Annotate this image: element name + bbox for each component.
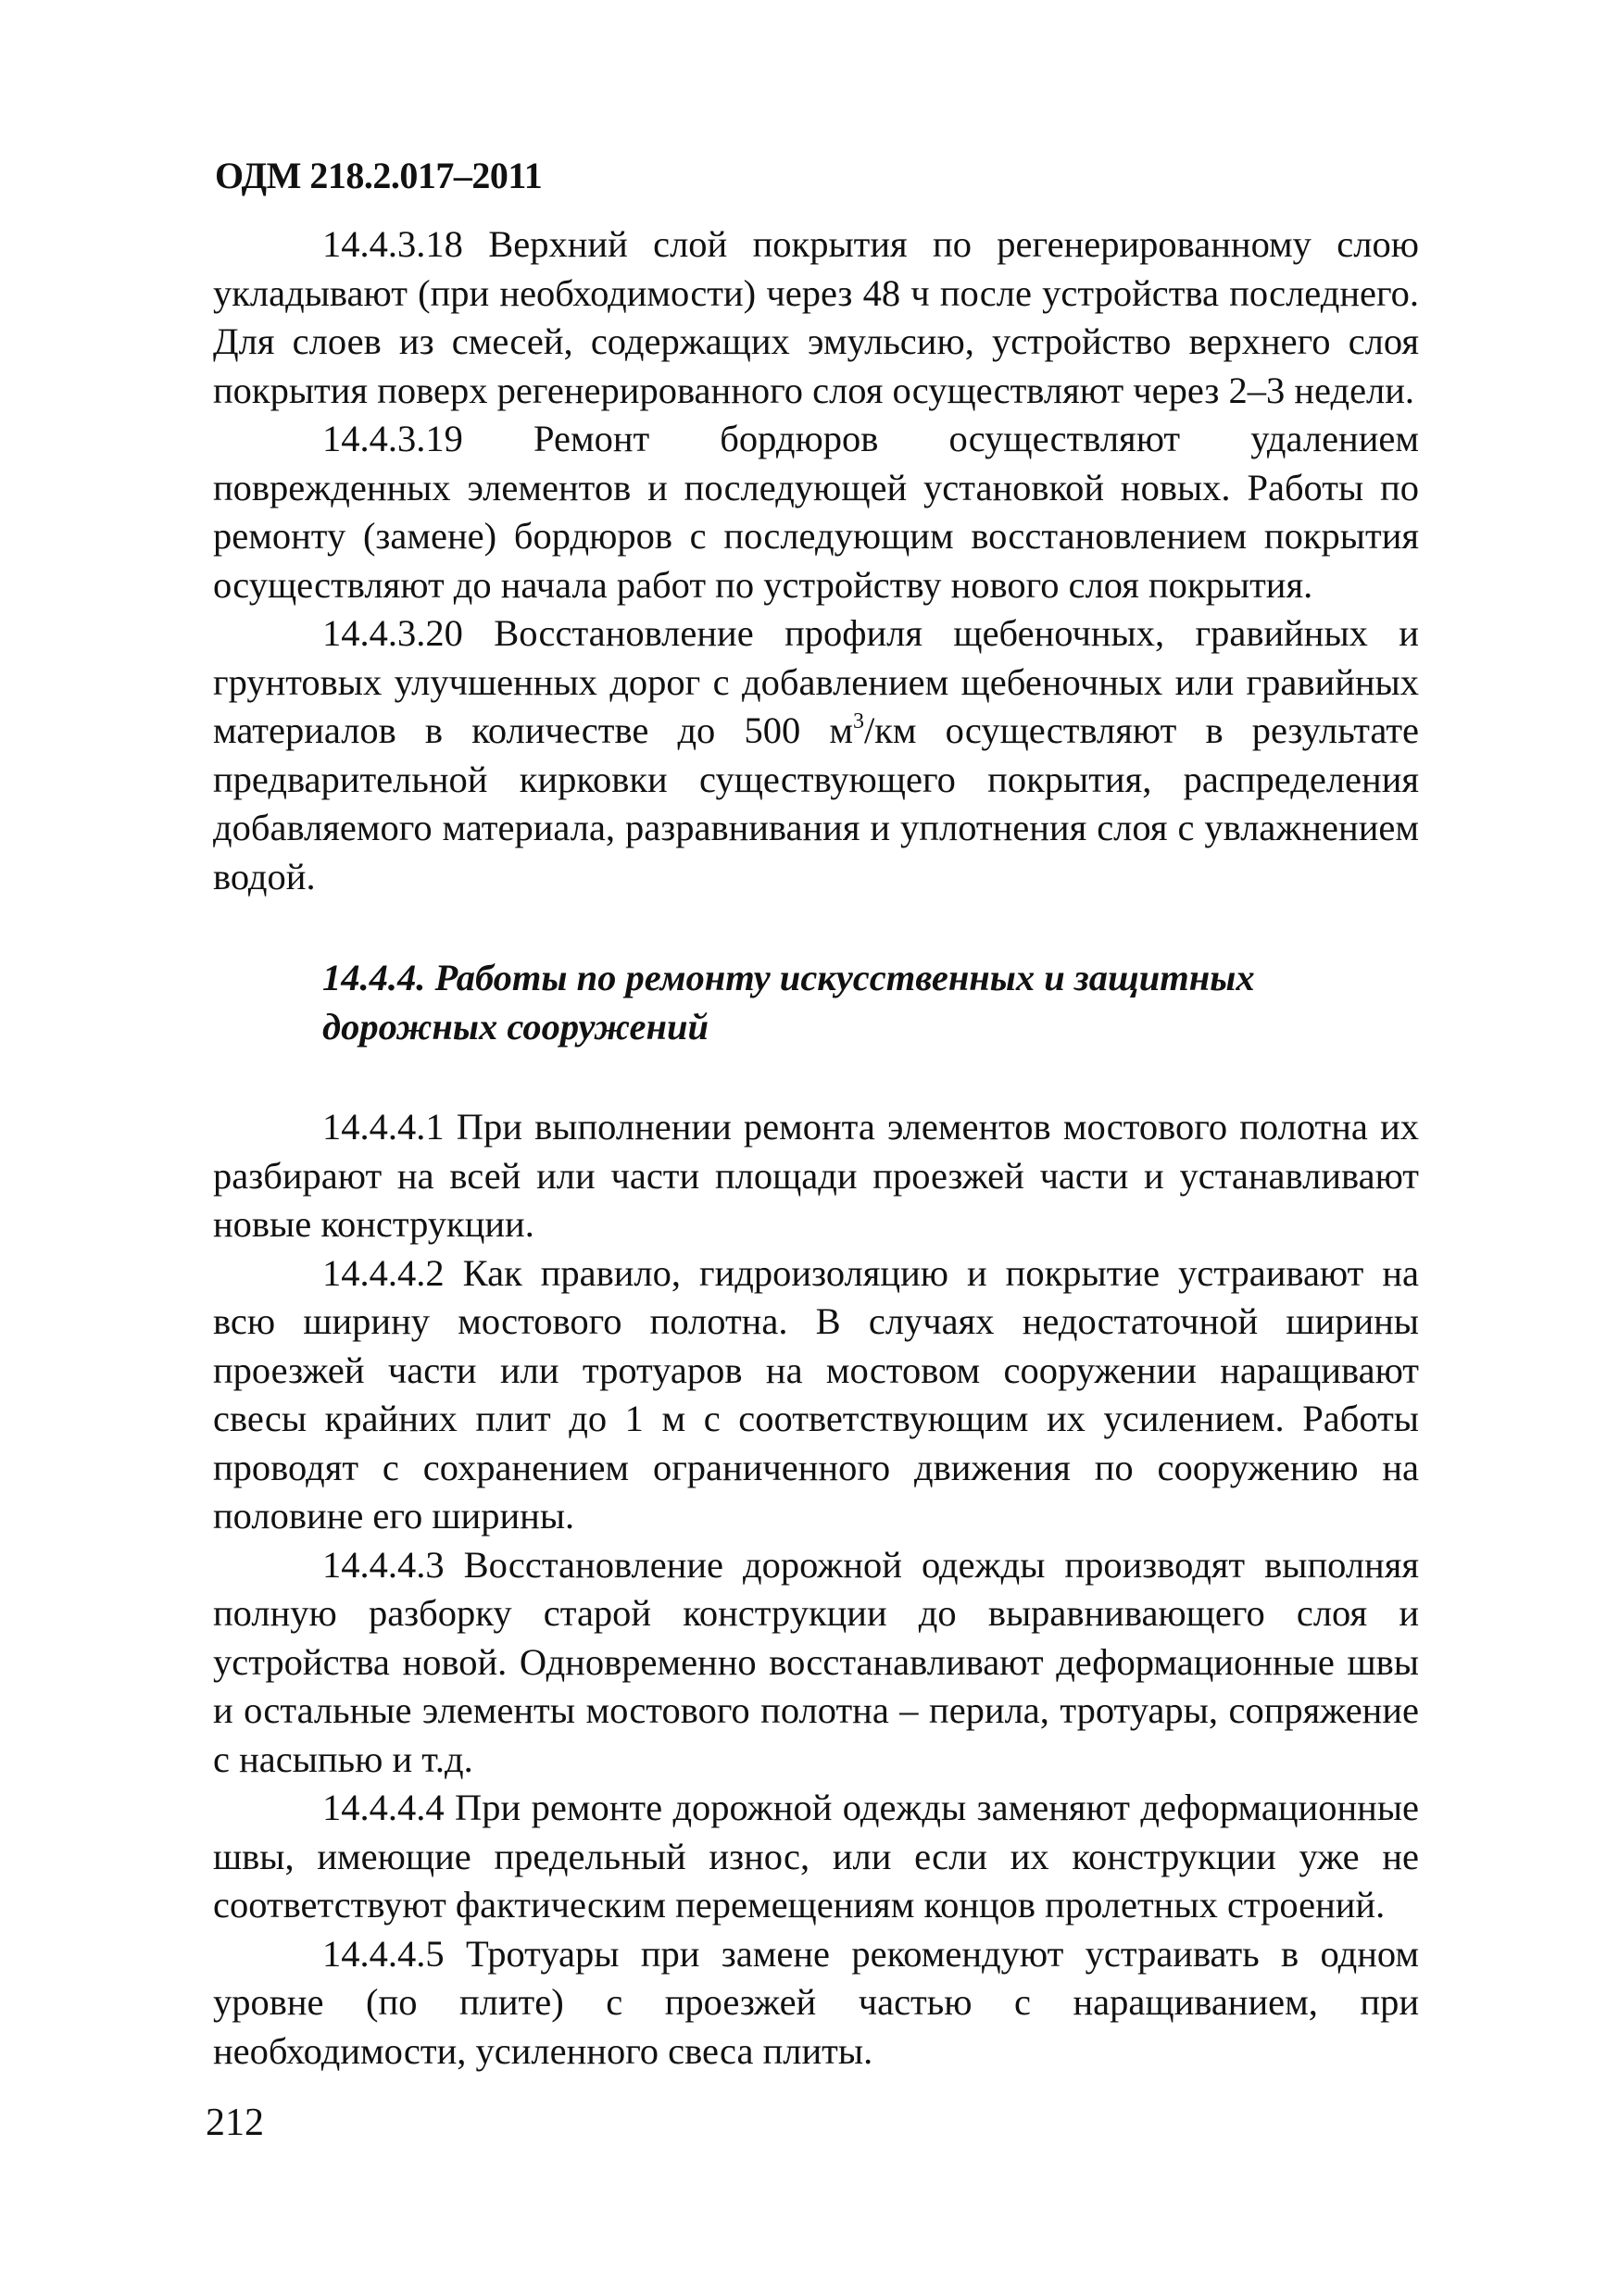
paragraph-14-4-3-18: 14.4.3.18 Верхний слой покрытия по регенерированному слою укладывают (при необходимости) через 48 ч после устройства последнего. Для слоев из смесей, содержащих эмульсию, устройство верхнего слоя покрытия поверх регенерированного слоя осуществляют через 2–3 недели. xyxy=(213,223,1419,411)
paragraph-14-4-4-5: 14.4.4.5 Тротуары при замене рекомендуют устраивать в одном уровне (по плите) с проезжей частью с наращиванием, при необходимости, усиленного свеса плиты. xyxy=(213,1932,1419,2072)
cubic-superscript: 3 xyxy=(852,709,864,734)
paragraph-14-4-4-2: 14.4.4.2 Как правило, гидроизоляцию и покрытие устраивают на всю ширину мостового полотна. В случаях недостаточной ширины проезжей части или тротуаров на мостовом сооружении наращивают свесы крайних плит до 1 м с соответствующим их усилением. Работы проводят с сохранением ограниченного движения по сооружению на половине его ширины. xyxy=(213,1251,1419,1537)
paragraph-14-4-3-19: 14.4.3.19 Ремонт бордюров осуществляют удалением поврежденных элементов и последующей установкой новых. Работы по ремонту (замене) бордюров с последующим восстановлением покрытия осуществляют до начала работ по устройству нового слоя покрытия. xyxy=(213,418,1419,606)
paragraph-14-4-4-1: 14.4.4.1 При выполнении ремонта элементов мостового полотна их разбирают на всей или части площади проезжей части и устанавливают новые конструкции. xyxy=(213,1106,1419,1245)
paragraph-14-4-4-3: 14.4.4.3 Восстановление дорожной одежды производят выполняя полную разборку старой конструкции до выравнивающего слоя и устройства новой. Одновременно восстанавливают деформационные швы и остальные элементы мостового полотна – перила, тротуары, сопряжение с насыпью и т.д. xyxy=(213,1543,1419,1780)
section-heading-14-4-4: 14.4.4. Работы по ремонту искусственных и защитных дорожных сооружений xyxy=(322,957,1255,1048)
paragraph-14-4-3-20-part-1: 14.4.3.20 Восстановление профиля щебеночных, гравийных и грунтовых улучшенных дорог с добавлением щебеночных или гравийных материалов в количестве до 500 м xyxy=(213,612,1419,751)
document-body xyxy=(213,220,1419,2076)
paragraph-14-4-3-20-part-2: /км осуществляют в результате предварительной кирковки существующего покрытия, распределения добавляемого материала, разравнивания и уплотнения слоя с увлажнением водой. xyxy=(213,709,1419,897)
paragraph-14-4-3-20 xyxy=(213,609,1419,901)
paragraph-14-4-4-4: 14.4.4.4 При ремонте дорожной одежды заменяют деформационные швы, имеющие предельный износ, или если их конструкции уже не соответствуют фактическим перемещениям концов пролетных строений. xyxy=(213,1787,1419,1926)
document-header: ОДМ 218.2.017–2011 xyxy=(215,155,543,196)
page-number: 212 xyxy=(206,2102,264,2144)
